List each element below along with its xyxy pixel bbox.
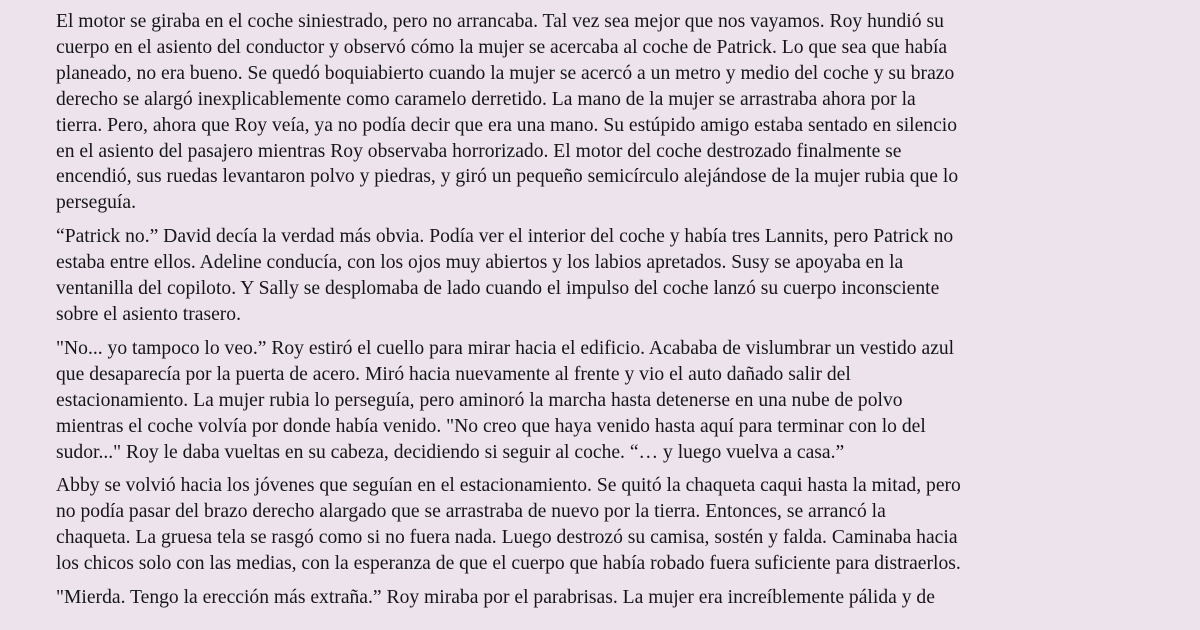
text-line: estaba entre ellos. Adeline conducía, con los ojos muy abiertos y los labios apretados. Susy se apoyaba en la (56, 252, 904, 274)
text-line: mientras el coche volvía por donde había venido. "No creo que haya venido hasta aquí para terminar con lo del (56, 415, 926, 437)
text-line: sudor..." Roy le daba vueltas en su cabeza, decidiendo si seguir al coche. “… y luego vuelva a casa.” (56, 441, 845, 463)
text-line: ventanilla del copiloto. Y Sally se desplomaba de lado cuando el impulso del coche lanzó su cuerpo inconsciente (56, 278, 940, 300)
paragraph-4 (56, 473, 1180, 577)
paragraph-3 (56, 336, 1180, 466)
text-line: no podía pasar del brazo derecho alargado que se arrastraba de nuevo por la tierra. Entonces, se arrancó la (56, 501, 886, 523)
text-line: estacionamiento. La mujer rubia lo perseguía, pero aminoró la marcha hasta detenerse en una nube de polvo (56, 389, 903, 411)
text-line: sobre el asiento trasero. (56, 303, 241, 325)
text-line: en el asiento del pasajero mientras Roy observaba horrorizado. El motor del coche destrozado finalmente se (56, 140, 902, 162)
text-line: perseguía. (56, 192, 136, 214)
text-line: que desaparecía por la puerta de acero. Miró hacia nuevamente al frente y vio el auto dañado salir del (56, 363, 851, 385)
text-line: “Patrick no.” David decía la verdad más obvia. Podía ver el interior del coche y había tres Lannits, pero Patrick no (56, 226, 954, 248)
text-line: derecho se alargó inexplicablemente como caramelo derretido. La mano de la mujer se arrastraba ahora por la (56, 88, 916, 110)
text-line: El motor se giraba en el coche siniestrado, pero no arrancaba. Tal vez sea mejor que nos vayamos. Roy hundió su (56, 11, 944, 32)
text-line: planeado, no era bueno. Se quedó boquiabierto cuando la mujer se acercó a un metro y medio del coche y su brazo (56, 62, 955, 84)
paragraph-5 (56, 585, 1180, 611)
text-line: Abby se volvió hacia los jóvenes que seguían en el estacionamiento. Se quitó la chaqueta caqui hasta la mitad, pero (56, 475, 961, 497)
text-line: cuerpo en el asiento del conductor y observó cómo la mujer se acercaba al coche de Patrick. Lo que sea que había (56, 36, 948, 58)
paragraph-2 (56, 224, 1180, 328)
text-line: encendió, sus ruedas levantaron polvo y piedras, y giró un pequeño semicírculo alejándose de la mujer rubia que lo (56, 166, 959, 188)
text-line: chaqueta. La gruesa tela se rasgó como si no fuera nada. Luego destrozó su camisa, sostén y falda. Caminaba hacia (56, 527, 958, 549)
text-line: "No... yo tampoco lo veo.” Roy estiró el cuello para mirar hacia el edificio. Acababa de vislumbrar un vestido azul (56, 337, 955, 359)
text-line: los chicos solo con las medias, con la esperanza de que el cuerpo que había robado fuera suficiente para distraerlos. (56, 553, 961, 575)
text-line: tierra. Pero, ahora que Roy veía, ya no podía decir que era una mano. Su estúpido amigo estaba sentado en silencio (56, 114, 958, 136)
text-line: "Mierda. Tengo la erección más extraña.” Roy miraba por el parabrisas. La mujer era increíblemente pálida y de (56, 587, 935, 609)
paragraph-1 (56, 9, 1180, 216)
